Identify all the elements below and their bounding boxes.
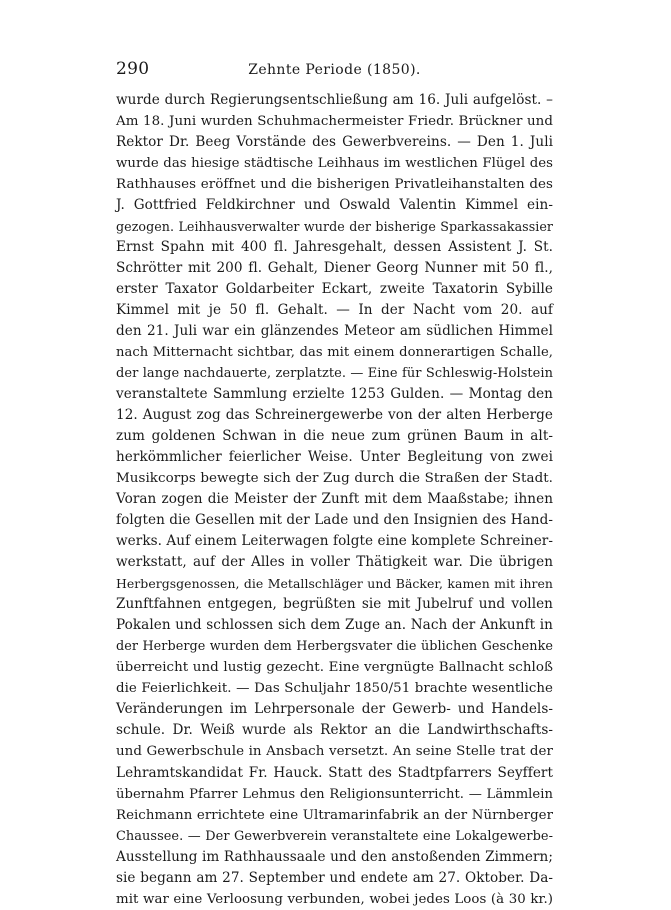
- text-line: nach Mitternacht sichtbar, das mit einem donnerartigen Schalle,: [116, 345, 553, 361]
- body-text: [116, 90, 553, 910]
- text-line: erster Taxator Goldarbeiter Eckart, zweite Taxatorin Sybille: [116, 281, 553, 298]
- page-number: 290: [116, 59, 150, 79]
- text-line: Veränderungen im Lehrpersonale der Gewerb- und Handels-: [116, 701, 553, 718]
- text-line: übernahm Pfarrer Lehmus den Religionsunterricht. — Lämmlein: [116, 786, 553, 802]
- text-line: mit war eine Verloosung verbunden, wobei jedes Loos (à 30 kr.): [116, 891, 553, 907]
- text-line: 12. August zog das Schreinergewerbe von der alten Herberge: [116, 407, 553, 424]
- text-line: schule. Dr. Weiß wurde als Rektor an die Landwirthschafts-: [116, 722, 553, 739]
- text-line: Ernst Spahn mit 400 fl. Jahresgehalt, dessen Assistent J. St.: [116, 239, 553, 256]
- text-line: Herbergsgenossen, die Metallschläger und Bäcker, kamen mit ihren: [116, 576, 553, 592]
- text-line: der Herberge wurden dem Herbergsvater die üblichen Geschenke: [116, 639, 553, 655]
- text-line: J. Gottfried Feldkirchner und Oswald Valentin Kimmel ein-: [116, 197, 553, 214]
- text-line: Rathhauses eröffnet und die bisherigen Privatleihanstalten des: [116, 177, 553, 193]
- text-line: Musikcorps bewegte sich der Zug durch die Straßen der Stadt.: [116, 471, 553, 487]
- text-line: die Feierlichkeit. — Das Schuljahr 1850/51 brachte wesentliche: [116, 681, 553, 697]
- text-line: gezogen. Leihhausverwalter wurde der bisherige Sparkassakassier: [116, 219, 553, 235]
- text-line: Kimmel mit je 50 fl. Gehalt. — In der Nacht vom 20. auf: [116, 302, 553, 319]
- text-line: Zunftfahnen entgegen, begrüßten sie mit Jubelruf und vollen: [116, 596, 553, 613]
- text-line: überreicht und lustig gezecht. Eine vergnügte Ballnacht schloß: [116, 660, 553, 676]
- page-header: [116, 58, 553, 80]
- text-line: werkstatt, auf der Alles in voller Thätigkeit war. Die übrigen: [116, 554, 553, 571]
- text-line: den 21. Juli war ein glänzendes Meteor am südlichen Himmel: [116, 323, 553, 340]
- text-line: Am 18. Juni wurden Schuhmachermeister Friedr. Brückner und: [116, 114, 553, 130]
- text-line: und Gewerbschule in Ansbach versetzt. An seine Stelle trat der: [116, 744, 553, 760]
- text-line: sie begann am 27. September und endete am 27. Oktober. Da-: [116, 869, 553, 886]
- text-line: folgten die Gesellen mit der Lade und den Insignien des Hand-: [116, 512, 553, 529]
- running-title: Zehnte Periode (1850).: [248, 62, 421, 78]
- text-line: veranstaltete Sammlung erzielte 1253 Gulden. — Montag den: [116, 386, 553, 403]
- text-line: wurde das hiesige städtische Leihhaus im westlichen Flügel des: [116, 156, 553, 172]
- text-line: herkömmlicher feierlicher Weise. Unter Begleitung von zwei: [116, 449, 553, 466]
- text-line: Schrötter mit 200 fl. Gehalt, Diener Georg Nunner mit 50 fl.,: [116, 260, 553, 277]
- text-line: Ausstellung im Rathhaussaale und den anstoßenden Zimmern;: [116, 848, 553, 865]
- text-line: Rektor Dr. Beeg Vorstände des Gewerbvereins. — Den 1. Juli: [116, 134, 553, 151]
- text-line: zum goldenen Schwan in die neue zum grünen Baum in alt-: [116, 428, 553, 445]
- text-line: der lange nachdauerte, zerplatzte. — Eine für Schleswig-Holstein: [116, 366, 553, 382]
- text-line: Reichmann errichtete eine Ultramarinfabrik an der Nürnberger: [116, 807, 553, 823]
- text-line: werks. Auf einem Leiterwagen folgte eine komplete Schreiner-: [116, 533, 553, 550]
- text-line: Lehramtskandidat Fr. Hauck. Statt des Stadtpfarrers Seyffert: [116, 764, 553, 781]
- text-line: Pokalen und schlossen sich dem Zuge an. Nach der Ankunft in: [116, 617, 553, 634]
- text-line: Chaussee. — Der Gewerbverein veranstaltete eine Lokalgewerbe-: [116, 828, 553, 844]
- text-line: wurde durch Regierungsentschließung am 16. Juli aufgelöst. –: [116, 92, 553, 108]
- text-line: Voran zogen die Meister der Zunft mit dem Maaßstabe; ihnen: [116, 491, 553, 508]
